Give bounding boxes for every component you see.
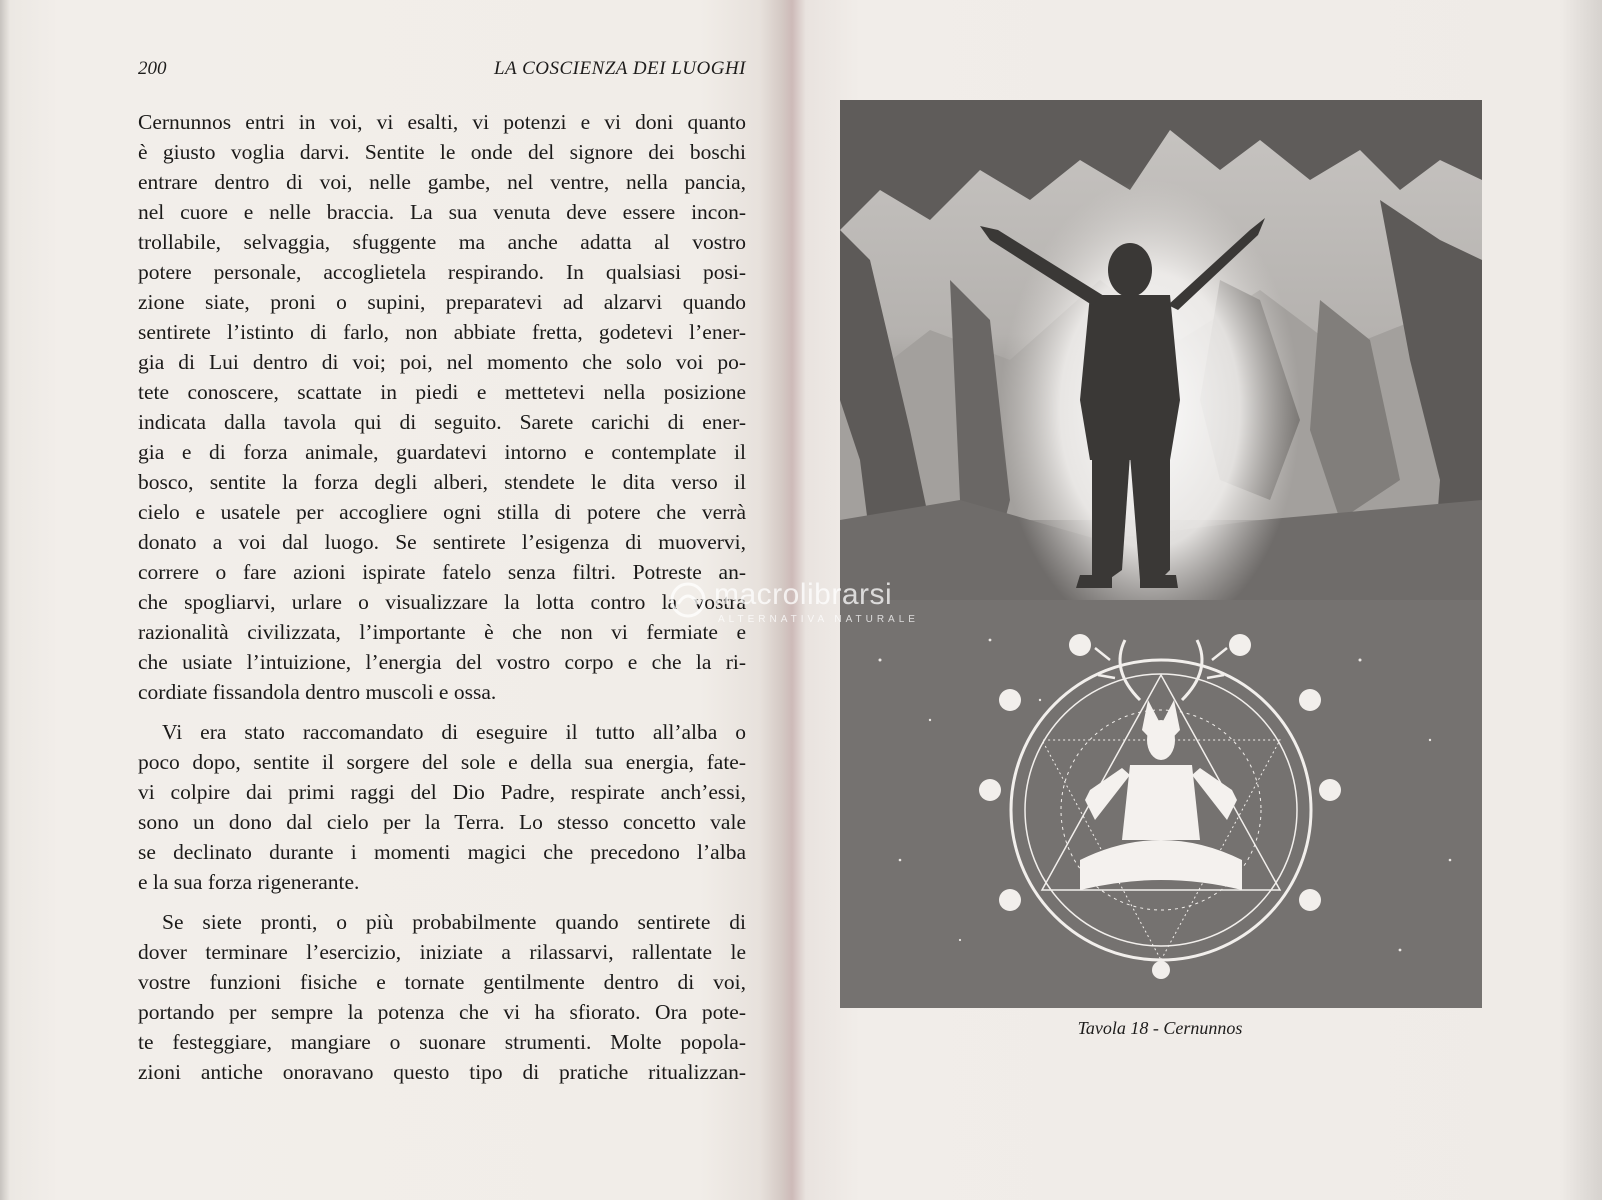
text-line: potere personale, accoglietela respirando. In qualsiasi posi-: [138, 260, 746, 284]
text-line: cordiate fissandola dentro muscoli e ossa.: [138, 680, 497, 704]
text-line: e la sua forza rigenerante.: [138, 870, 360, 894]
cernunnos-illustration: [840, 100, 1482, 1008]
text-line: tete conoscere, scattate in piedi e mettetevi nella posizione: [138, 380, 746, 404]
watermark: [668, 578, 968, 628]
chapter-title: LA COSCIENZA DEI LUOGHI: [493, 58, 746, 79]
watermark-brand: macrolibrarsi: [714, 578, 893, 611]
text-line: è giusto voglia darvi. Sentite le onde del signore dei boschi: [138, 140, 746, 164]
text-line: dover terminare l’esercizio, iniziate a rilassarvi, rallentate le: [138, 940, 746, 964]
text-line: zione siate, proni o supini, preparatevi ad alzarvi quando: [138, 290, 746, 314]
paragraph-start: Se siete pronti, o più probabilmente quando sentirete di: [162, 910, 746, 934]
body-text: [138, 107, 746, 1087]
text-line: nel cuore e nelle braccia. La sua venuta deve essere incon-: [138, 200, 746, 224]
figure-caption: Tavola 18 - Cernunnos: [1077, 1018, 1243, 1038]
watermark-logo-icon: [668, 580, 708, 620]
text-line: gia di Lui dentro di voi; poi, nel momento che solo voi po-: [138, 350, 746, 374]
text-line: bosco, sentite la forza degli alberi, stendete le dita verso il: [138, 470, 746, 494]
text-line: cielo e usatele per accogliere ogni stilla di potere che verrà: [138, 500, 746, 524]
text-line: zioni antiche onoravano questo tipo di pratiche ritualizzan-: [138, 1060, 746, 1084]
text-line: che usiate l’intuizione, l’energia del vostro corpo e che la ri-: [138, 650, 746, 674]
text-line: che spogliarvi, urlare o visualizzare la lotta contro la vostra: [138, 590, 746, 614]
text-line: sono un dono dal cielo per la Terra. Lo stesso concetto vale: [138, 810, 746, 834]
text-line: razionalità civilizzata, l’importante è che non vi fermiate e: [138, 620, 746, 644]
text-line: donato a voi dal luogo. Se sentirete l’esigenza di muovervi,: [138, 530, 746, 554]
text-line: te festeggiare, mangiare o suonare strumenti. Molte popola-: [138, 1030, 746, 1054]
text-line: indicata dalla tavola qui di seguito. Sarete carichi di ener-: [138, 410, 746, 434]
text-line: gia e di forza animale, guardatevi intorno e contemplate il: [138, 440, 746, 464]
text-line: se declinato durante i momenti magici che precedono l’alba: [138, 840, 746, 864]
text-line: entrare dentro di voi, nelle gambe, nel ventre, nella pancia,: [138, 170, 746, 194]
text-line: poco dopo, sentite il sorgere del sole e della sua energia, fate-: [138, 750, 746, 774]
illustration-plate: [840, 100, 1482, 1008]
text-line: trollabile, selvaggia, sfuggente ma anche adatta al vostro: [138, 230, 746, 254]
text-line: vostre funzioni fisiche e tornate gentilmente dentro di voi,: [138, 970, 746, 994]
text-line: sentirete l’istinto di farlo, non abbiate fretta, godetevi l’ener-: [138, 320, 746, 344]
page-number: 200: [138, 58, 167, 79]
text-line: correre o fare azioni ispirate fatelo senza filtri. Potreste an-: [138, 560, 746, 584]
text-line: Cernunnos entri in voi, vi esalti, vi potenzi e vi doni quanto: [138, 110, 746, 134]
running-head: [138, 58, 746, 86]
watermark-tagline: ALTERNATIVA NATURALE: [718, 614, 919, 625]
text-line: portando per sempre la potenza che vi ha sfiorato. Ora pote-: [138, 1000, 746, 1024]
text-line: vi colpire dai primi raggi del Dio Padre, respirate anch’essi,: [138, 780, 746, 804]
paragraph-start: Vi era stato raccomandato di eseguire il tutto all’alba o: [162, 720, 746, 744]
